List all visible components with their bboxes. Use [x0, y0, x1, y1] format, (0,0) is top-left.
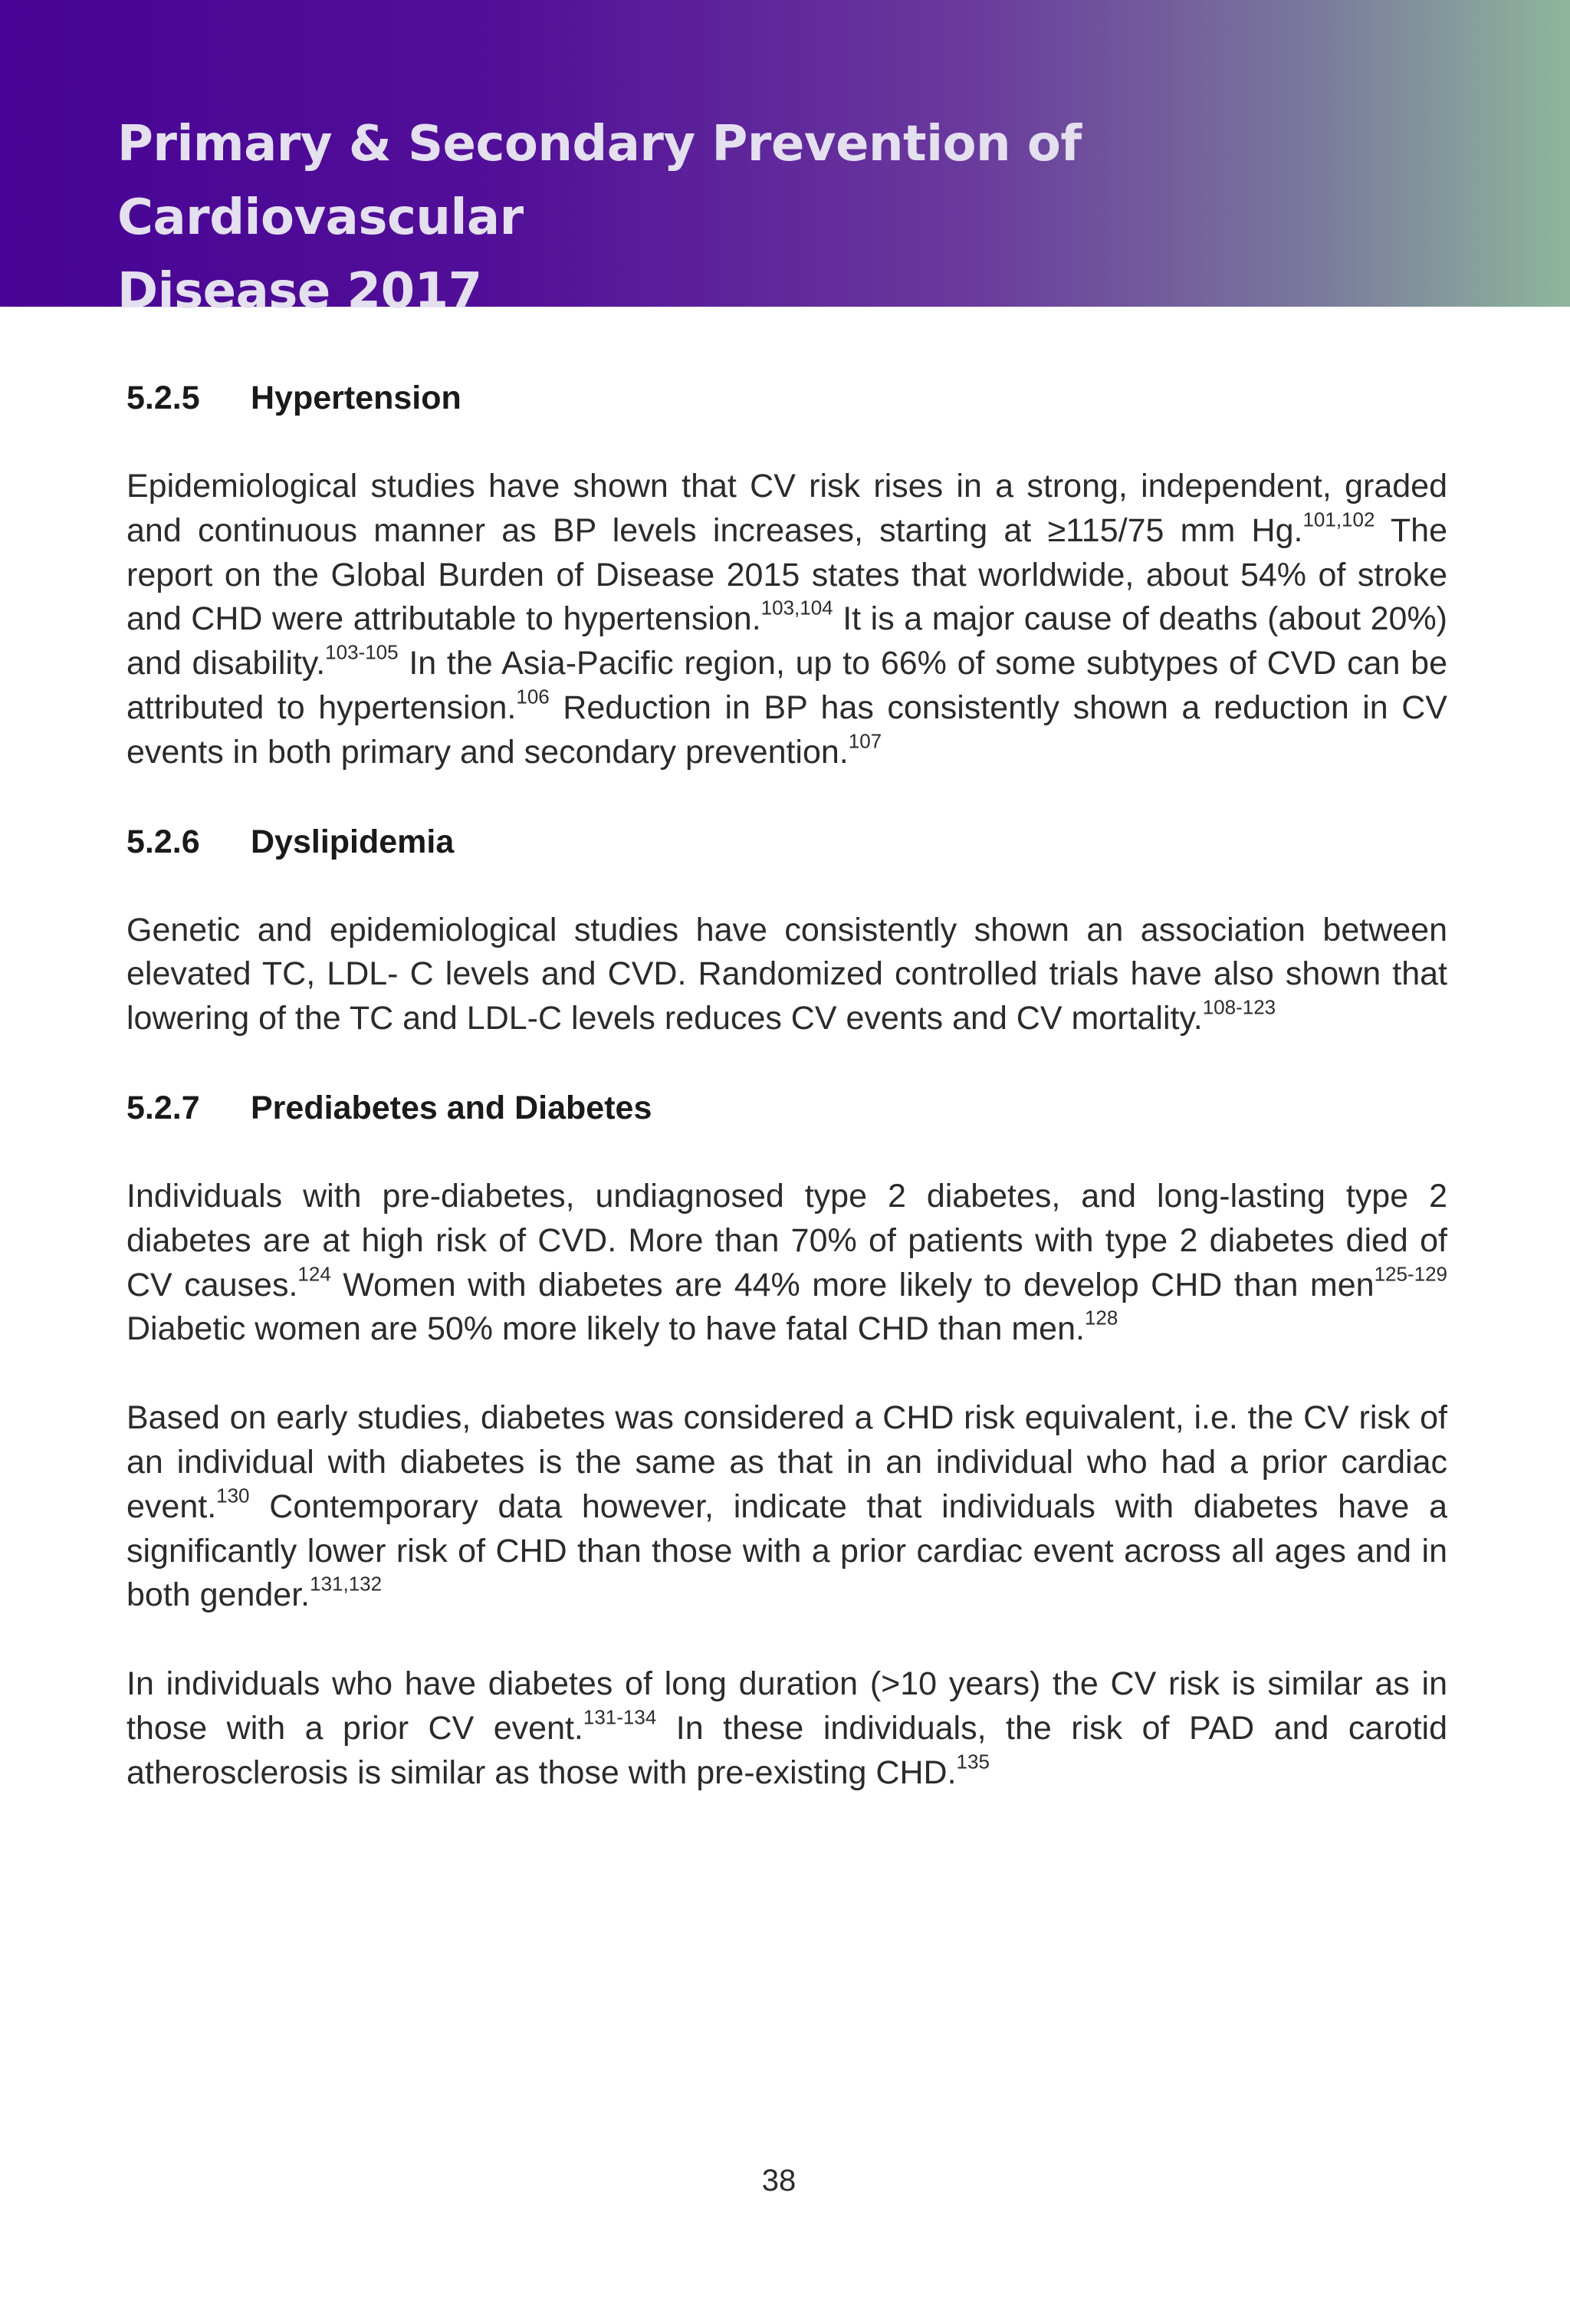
body-paragraph: Genetic and epidemiological studies have consistently shown an association between elevated TC, LDL- C levels and CVD. Randomized controlled trials have also shown that lowering of the TC and LDL-C levels reduces CV events and CV mortality.$^{108-123}$ — [126, 911, 1447, 1037]
section-hypertension — [126, 376, 1447, 775]
citation: 106 — [516, 685, 550, 708]
section-title: Prediabetes and Diabetes — [251, 1089, 652, 1126]
citation: 128 — [1084, 1306, 1118, 1330]
document-title-line-2: Disease 2017 — [117, 263, 482, 320]
body-paragraph: Epidemiological studies have shown that CV risk rises in a strong, independent, graded and continuous manner as BP levels increases, starting at ≥115/75 mm Hg.$^{101,102}$ The report on the Global Burden of Disease 2015 states that worldwide, about 54% of stroke and CHD were attributable to hypertension.$^{103,104}$ It is a major cause of deaths (about 20%) and disability.$^{103-105}$ In the Asia-Pacific region, up to 66% of some subtypes of CVD can be attributed to hypertension.$^{106}$ Reduction in BP has consistently shown a reduction in CV events in both primary and secondary prevention.$^{107}$ — [126, 468, 1448, 771]
citation: 135 — [956, 1750, 990, 1773]
citation: 107 — [848, 729, 882, 753]
citation: 131,132 — [310, 1572, 383, 1596]
citation: 124 — [297, 1262, 331, 1286]
section-heading — [126, 820, 1447, 864]
section-heading — [126, 376, 1447, 420]
section-number: 5.2.7 — [126, 1089, 200, 1126]
body-paragraph: Individuals with pre-diabetes, undiagnosed type 2 diabetes, and long-lasting type 2 diabetes are at high risk of CVD. More than 70% of patients with type 2 diabetes died of CV causes.$^{124}$ Women with diabetes are 44% more likely to develop CHD than men$^{125-129}$ Diabetic women are 50% more likely to have fatal CHD than men.$^{128}$ — [126, 1177, 1448, 1348]
citation: 103,104 — [760, 596, 833, 620]
section-title: Hypertension — [251, 380, 461, 416]
citation: 125-129 — [1374, 1262, 1448, 1286]
section-number: 5.2.6 — [126, 823, 200, 860]
section-heading — [126, 1086, 1447, 1130]
citation: 103-105 — [325, 640, 399, 664]
document-title — [117, 107, 1497, 328]
body-paragraph: In individuals who have diabetes of long duration (>10 years) the CV risk is similar as in those with a prior CV event.$^{131-134}$ In these individuals, the risk of PAD and carotid atherosclerosis is similar as those with pre-existing CHD.$^{135}$ — [126, 1665, 1447, 1791]
header-banner — [0, 0, 1570, 320]
section-number: 5.2.5 — [126, 380, 200, 416]
citation: 101,102 — [1302, 508, 1375, 531]
citation: 131-134 — [583, 1705, 657, 1729]
document-title-line-1: Primary & Secondary Prevention of Cardiovascular — [117, 116, 1082, 246]
section-dyslipidemia — [126, 820, 1447, 1041]
section-title: Dyslipidemia — [251, 823, 455, 860]
page-content — [126, 376, 1447, 1796]
body-paragraph: Based on early studies, diabetes was considered a CHD risk equivalent, i.e. the CV risk of an individual with diabetes is the same as that in an individual who had a prior cardiac event.$^{130}$ Contemporary data however, indicate that individuals with diabetes have a significantly lower risk of CHD than those with a prior cardiac event across all ages and in both gender.$^{131,132}$ — [126, 1399, 1447, 1614]
section-prediabetes-diabetes — [126, 1086, 1447, 1796]
citation: 108-123 — [1202, 995, 1276, 1019]
page-number: 38 — [761, 2164, 796, 2197]
citation: 130 — [216, 1484, 250, 1507]
